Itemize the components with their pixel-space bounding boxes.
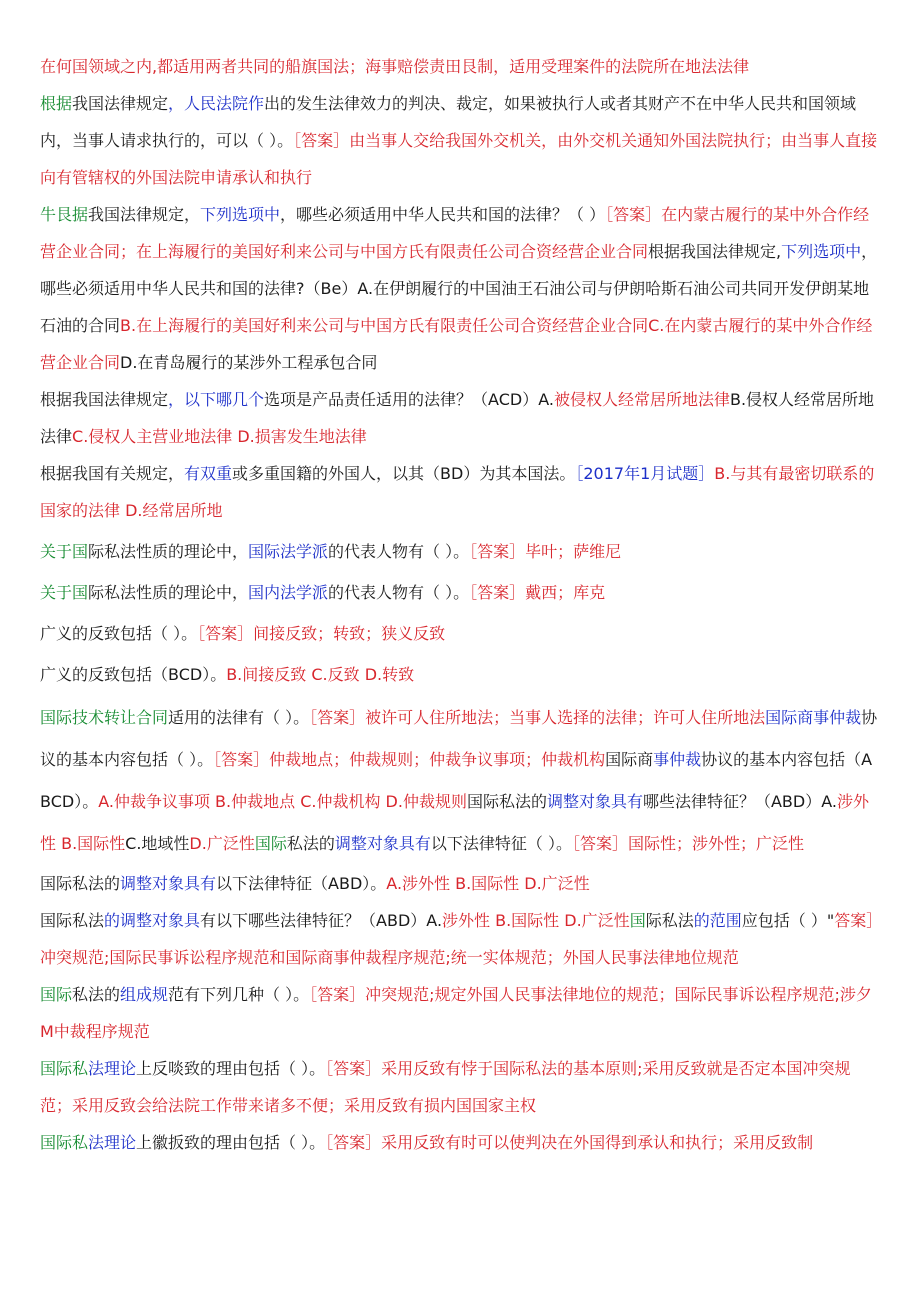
text-run: 上反啖致的理由包括（ ）。: [136, 1059, 326, 1078]
text-run: 协议的基本内容包括（ABCD）。: [40, 750, 873, 811]
text-run: ［答案］戴西；库克: [469, 583, 606, 602]
text-run: 有以下哪些法律特征？（ABD）A.: [200, 911, 443, 930]
text-run: 关于国: [40, 583, 89, 602]
paragraph-1: [40, 48, 882, 85]
text-run: C.地域性: [125, 834, 190, 853]
text-run: 事仲裁: [653, 750, 702, 769]
text-run: 涉外性 B.国际性: [40, 792, 869, 853]
text-run: 选项是产品责任适用的法律？（ACD）A.: [264, 390, 554, 409]
text-run: B.间接反致 C.反致 D.转致: [226, 665, 415, 684]
paragraph-8: [40, 615, 882, 652]
text-run: ［2017年1月试题］: [575, 464, 715, 483]
text-run: 出的发生法律效力的判决、裁定，如果被执行人或者其财产不在中华人民共和国领域内，当事人请求执行的，可以（ ）。: [40, 94, 857, 150]
document-page: [40, 48, 882, 1161]
text-run: 以下法律特征（ABD）。: [216, 874, 387, 893]
text-run: 调整对象具有: [120, 874, 217, 893]
text-run: 国际私: [40, 1133, 89, 1152]
text-run: 国际私法: [40, 911, 105, 930]
paragraph-9: [40, 656, 882, 693]
text-run: 法理论: [88, 1059, 137, 1078]
text-run: 调整对象具有: [546, 792, 643, 811]
text-run: 涉外性 B.国际性 D.广泛性: [442, 911, 630, 930]
text-run: ，哪些必须适用中华人民共和国的法律？（ ）: [280, 205, 606, 224]
text-run: B.侵权人经常居所地法律: [40, 390, 875, 446]
text-run: 我国法律规定: [72, 94, 169, 113]
text-run: 际私法: [645, 911, 694, 930]
text-run: 国际: [254, 834, 287, 853]
text-run: ［答案］冲突规范;规定外国人民事法律地位的规范；国际民事诉讼程序规范;涉夕M中裁程序规范: [40, 985, 872, 1041]
text-run: 的代表人物有（ ）。: [328, 542, 470, 561]
paragraph-7: [40, 574, 882, 611]
text-run: 际私法性质的理论中，: [88, 583, 249, 602]
text-run: ［答案］被许可人住所地法；当事人选择的法律；许可人住所地法: [309, 708, 766, 727]
text-run: ［答案］国际性；涉外性；广泛性: [571, 834, 804, 853]
text-run: 以下法律特征（ ）。: [430, 834, 572, 853]
text-run: 法理论: [88, 1133, 137, 1152]
text-run: 调整对象具有: [334, 834, 431, 853]
text-run: 下列选项中: [200, 205, 281, 224]
text-run: 哪些法律特征？（ABD）A.: [642, 792, 837, 811]
text-run: 国际私法的: [466, 792, 547, 811]
text-run: D.广泛性: [189, 834, 255, 853]
text-run: 国际法学派: [248, 542, 329, 561]
paragraph-15: [40, 1124, 882, 1161]
text-run: 答案］冲突规范;国际民事诉讼程序规范和国际商事仲裁程序规范;统一实体规范；外国人民事法律地位规范: [40, 911, 875, 967]
paragraph-12: [40, 902, 882, 976]
text-run: 被侵权人经常居所地法律: [553, 390, 730, 409]
text-run: 在何国领域之内,都适用两者共同的船旗国法；海事赔偿责田艮制，适用受理案件的法院所在地法法律: [40, 57, 750, 76]
text-run: 应包括（ ）": [741, 911, 835, 930]
paragraph-5: [40, 455, 882, 529]
paragraph-4: [40, 381, 882, 455]
text-run: A.仲裁争议事项 B.仲裁地点 C.仲裁机构 D.仲裁规则: [98, 792, 467, 811]
text-run: 国际商: [605, 750, 654, 769]
text-run: 根据: [40, 94, 73, 113]
text-run: ，哪些必须适用中华人民共和国的法律?（Be）A.在伊朗履行的中国油王石油公司与伊朗哈斯石油公司共同开发伊朗某地石油的合同: [40, 242, 878, 335]
text-run: 根据我国法律规定: [40, 390, 169, 409]
text-run: B.与其有最密切联系的国家的法律 D.经常居所地: [40, 464, 875, 520]
text-run: 有双重: [184, 464, 233, 483]
text-run: 牛艮据: [40, 205, 89, 224]
text-run: 国际技术转让合同: [40, 708, 169, 727]
text-run: 的调整对象具: [104, 911, 201, 930]
text-run: 适用的法律有（ ）。: [168, 708, 310, 727]
text-run: 协议的基本内容包括（ ）。: [40, 708, 878, 769]
text-run: 下列选项中: [781, 242, 862, 261]
text-run: ［答案］毕叶；萨维尼: [469, 542, 622, 561]
paragraph-14: [40, 1050, 882, 1124]
text-run: C.侵权人主营业地法律 D.损害发生地法律: [72, 427, 367, 446]
text-run: 国际私: [40, 1059, 89, 1078]
paragraph-11: [40, 865, 882, 902]
text-run: 国际商事仲裁: [765, 708, 862, 727]
text-run: 的代表人物有（ ）。: [328, 583, 470, 602]
text-run: ，人民法院作: [168, 94, 265, 113]
text-run: 私法的: [72, 985, 121, 1004]
text-run: 国内法学派: [248, 583, 329, 602]
text-run: 或多重国籍的外国人，以其（BD）为其本国法。: [232, 464, 576, 483]
text-run: D.在青岛履行的某涉外工程承包合同: [120, 353, 378, 372]
paragraph-10: [40, 697, 882, 865]
text-run: ［答案］在内蒙古履行的某中外合作经营企业合同；在上海履行的美国好利来公司与中国方氏有限责任公司合资经营企业合同: [40, 205, 870, 261]
text-run: 国: [629, 911, 646, 930]
text-run: ［答案］采用反致有悖于国际私法的基本原则;采用反致就是否定本国冲突规范；采用反致会给法院工作带来诸多不便；采用反致有损内国国家主权: [40, 1059, 851, 1115]
text-run: ，以下哪几个: [168, 390, 265, 409]
text-run: 组成规: [120, 985, 169, 1004]
text-run: ［答案］间接反致；转致；狭义反致: [197, 624, 446, 643]
paragraph-2: [40, 85, 882, 196]
paragraph-3: [40, 196, 882, 381]
text-run: 根据我国法律规定,: [648, 242, 782, 261]
paragraph-6: [40, 533, 882, 570]
text-run: ［答案］仲裁地点；仲裁规则；仲裁争议事项；仲裁机构: [213, 750, 606, 769]
text-run: 根据我国有关规定，: [40, 464, 185, 483]
text-run: B.在上海履行的美国好利来公司与中国方氏有限责任公司合资经营企业合同C.在内蒙古履行的某中外合作经营企业合同: [40, 316, 873, 372]
text-run: 国际私法的: [40, 874, 121, 893]
text-run: 广义的反致包括（BCD）。: [40, 665, 227, 684]
text-run: ［答案］采用反致有时可以使判决在外国得到承认和执行；采用反致制: [325, 1133, 814, 1152]
text-run: 我国法律规定，: [88, 205, 201, 224]
text-run: 国际: [40, 985, 73, 1004]
text-run: 范有下列几种（ ）。: [168, 985, 310, 1004]
text-run: 际私法性质的理论中，: [88, 542, 249, 561]
paragraph-13: [40, 976, 882, 1050]
text-run: 关于国: [40, 542, 89, 561]
text-run: A.涉外性 B.国际性 D.广泛性: [386, 874, 590, 893]
text-run: ［答案］由当事人交给我国外交机关，由外交机关通知外国法院执行；由当事人直接向有管辖权的外国法院申请承认和执行: [40, 131, 878, 187]
text-run: 上徽扳致的理由包括（ ）。: [136, 1133, 326, 1152]
text-run: 广义的反致包括（ ）。: [40, 624, 198, 643]
text-run: 私法的: [286, 834, 335, 853]
text-run: 的范围: [693, 911, 742, 930]
